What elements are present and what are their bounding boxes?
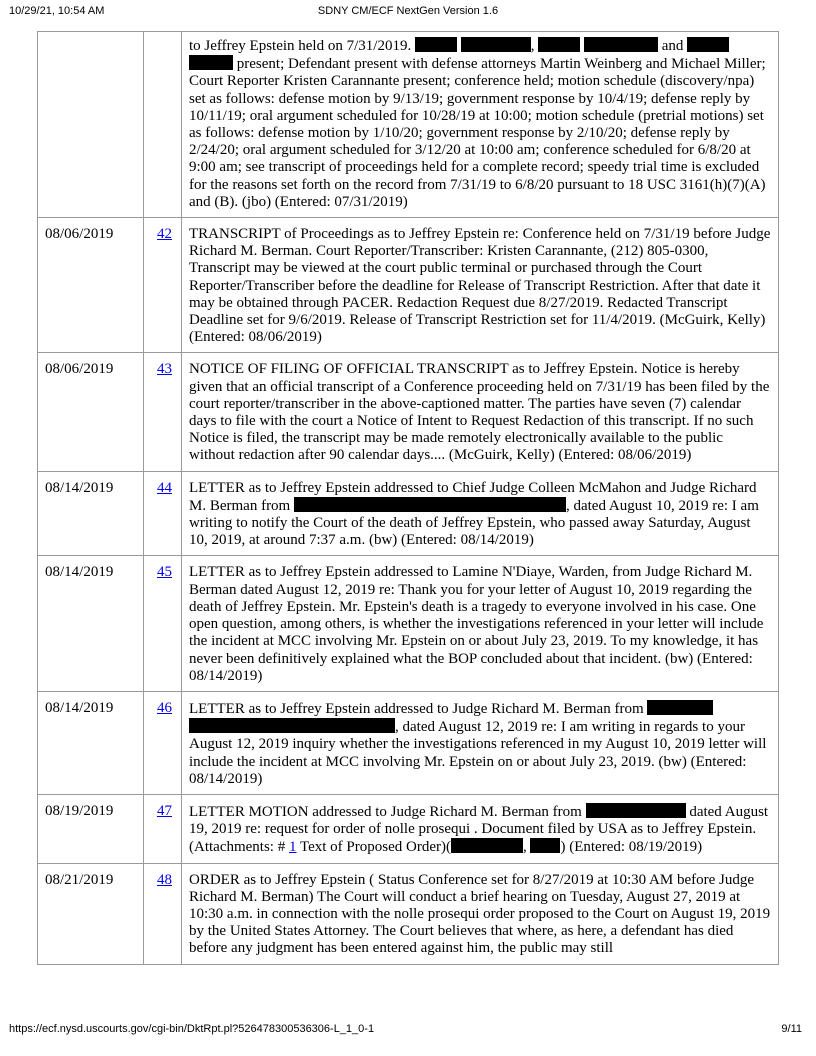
entry-date: 08/06/2019 [38, 353, 144, 471]
entry-date: 08/19/2019 [38, 794, 144, 863]
entry-date [38, 32, 144, 218]
entry-number [144, 218, 182, 353]
entry-date: 08/06/2019 [38, 218, 144, 353]
entry-text: LETTER as to Jeffrey Epstein addressed to Chief Judge Colleen McMahon and Judge Richard M. Berman from , dated August 10, 2019 re: I am writing to notify the Court of the death of Jeffrey Epstein, who passed away Saturday, August 10, 2019, at around 7:37 a.m. (bw) (Entered: 08/14/2019) [182, 471, 779, 556]
redaction-block [586, 803, 686, 818]
page-url: https://ecf.nysd.uscourts.gov/cgi-bin/DktRpt.pl?526478300536306-L_1_0-1 [9, 1023, 375, 1035]
entry-text: LETTER as to Jeffrey Epstein addressed to Lamine N'Diaye, Warden, from Judge Richard M. Berman dated August 12, 2019 re: Thank you for your letter of August 10, 2019 regarding the death of Jeffrey Epstein. Mr. Epstein's death is a tragedy to everyone involved in his case. One open question, among others, is whether the investigations referenced in your letter will include the incident at MCC involving Mr. Epstein on or about July 23, 2019. To my knowledge, it has never been definitively explained what the BOP concluded about that incident. (bw) (Entered: 08/14/2019) [182, 556, 779, 691]
redaction-block [461, 37, 531, 52]
print-datetime: 10/29/21, 10:54 AM [9, 5, 105, 17]
entry-text: NOTICE OF FILING OF OFFICIAL TRANSCRIPT as to Jeffrey Epstein. Notice is hereby given that an official transcript of a Conference proceeding held on 7/31/19 has been filed by the court reporter/transcriber in the above-captioned matter. The parties have seven (7) calendar days to file with the court a Notice of Intent to Request Redaction of this transcript. If no such Notice is filed, the transcript may be made remotely electronically available to the public without redaction after 90 calendar days.... (McGuirk, Kelly) (Entered: 08/06/2019) [182, 353, 779, 471]
entry-number [144, 556, 182, 691]
entry-date: 08/14/2019 [38, 691, 144, 794]
entry-number [144, 691, 182, 794]
docket-entry [38, 218, 779, 353]
entry-date: 08/14/2019 [38, 556, 144, 691]
redaction-block [647, 700, 713, 715]
document-link[interactable]: 43 [157, 361, 172, 378]
redaction-block [530, 838, 560, 853]
redaction-block [538, 37, 580, 52]
entry-text: LETTER MOTION addressed to Judge Richard M. Berman from dated August 19, 2019 re: request for order of nolle prosequi . Document filed by USA as to Jeffrey Epstein. (Attachments: # 1 Text of Proposed Order)( , ) (Entered: 08/19/2019) [182, 794, 779, 863]
redaction-block [687, 37, 729, 52]
entry-text: ORDER as to Jeffrey Epstein ( Status Conference set for 8/27/2019 at 10:30 AM before Judge Richard M. Berman) The Court will conduct a brief hearing on Tuesday, August 27, 2019 at 10:30 a.m. in connection with the nolle prosequi order proposed to the Court on August 19, 2019 by the United States Attorney. The Court believes that where, as here, a defendant has died before any judgment has been entered against him, the public may still [182, 863, 779, 964]
document-link[interactable]: 42 [157, 226, 172, 243]
entry-text: TRANSCRIPT of Proceedings as to Jeffrey Epstein re: Conference held on 7/31/19 before Judge Richard M. Berman. Court Reporter/Transcriber: Kristen Carannante, (212) 805-0300, Transcript may be viewed at the court public terminal or purchased through the Court Reporter/Transcriber before the deadline for Release of Transcript Restriction. After that date it may be obtained through PACER. Redaction Request due 8/27/2019. Redacted Transcript Deadline set for 9/6/2019. Release of Transcript Restriction set for 11/4/2019. (McGuirk, Kelly) (Entered: 08/06/2019) [182, 218, 779, 353]
entry-number [144, 863, 182, 964]
redaction-block [189, 55, 233, 70]
docket-entry [38, 863, 779, 964]
entry-text: LETTER as to Jeffrey Epstein addressed to Judge Richard M. Berman from , dated August 12, 2019 re: I am writing in regards to your August 12, 2019 inquiry whether the investigations referenced in my August 10, 2019 letter will include the incident at MCC involving Mr. Epstein on or about July 23, 2019. (bw) (Entered: 08/14/2019) [182, 691, 779, 794]
redaction-block [584, 37, 658, 52]
attachment-link[interactable]: 1 [288, 839, 297, 856]
document-link[interactable]: 44 [157, 479, 172, 496]
docket-entry [38, 794, 779, 863]
docket-entry [38, 556, 779, 691]
docket-entry [38, 32, 779, 218]
entry-number [144, 353, 182, 471]
docket-entry [38, 691, 779, 794]
document-link[interactable]: 45 [157, 564, 172, 581]
redaction-block [189, 718, 395, 733]
docket-entry [38, 353, 779, 471]
redaction-block [294, 497, 566, 512]
entry-date: 08/21/2019 [38, 863, 144, 964]
entry-number [144, 794, 182, 863]
entry-number [144, 471, 182, 556]
document-link[interactable]: 47 [157, 802, 172, 819]
document-link[interactable]: 48 [157, 871, 172, 888]
document-link[interactable]: 46 [157, 699, 172, 716]
entry-text: to Jeffrey Epstein held on 7/31/2019. , and present; Defendant present with defense attorneys Martin Weinberg and Michael Miller; Court Reporter Kristen Carannante present; conference held; motion schedule (discovery/npa) set as follows: defense motion by 9/13/19; government response by 10/4/19; defense reply by 10/11/19; oral argument scheduled for 10/28/19 at 10:00; motion schedule (pretrial motions) set as follows: defense motion by 1/10/20; government response by 2/10/20; defense reply by 2/24/20; oral argument scheduled for 3/12/20 at 10:00 am; conference scheduled for 6/8/20 at 9:00 am; see transcript of proceedings held for a complete record; speedy trial time is excluded for the reasons set forth on the record from 7/31/19 to 6/8/20 pursuant to 18 USC 3161(h)(7)(A) and (B). (jbo) (Entered: 07/31/2019) [182, 32, 779, 218]
docket-table [37, 31, 779, 965]
redaction-block [451, 838, 523, 853]
redaction-block [415, 37, 457, 52]
entry-number [144, 32, 182, 218]
page-number: 9/11 [781, 1023, 802, 1035]
docket-entry [38, 471, 779, 556]
page-title: SDNY CM/ECF NextGen Version 1.6 [317, 5, 499, 17]
entry-date: 08/14/2019 [38, 471, 144, 556]
